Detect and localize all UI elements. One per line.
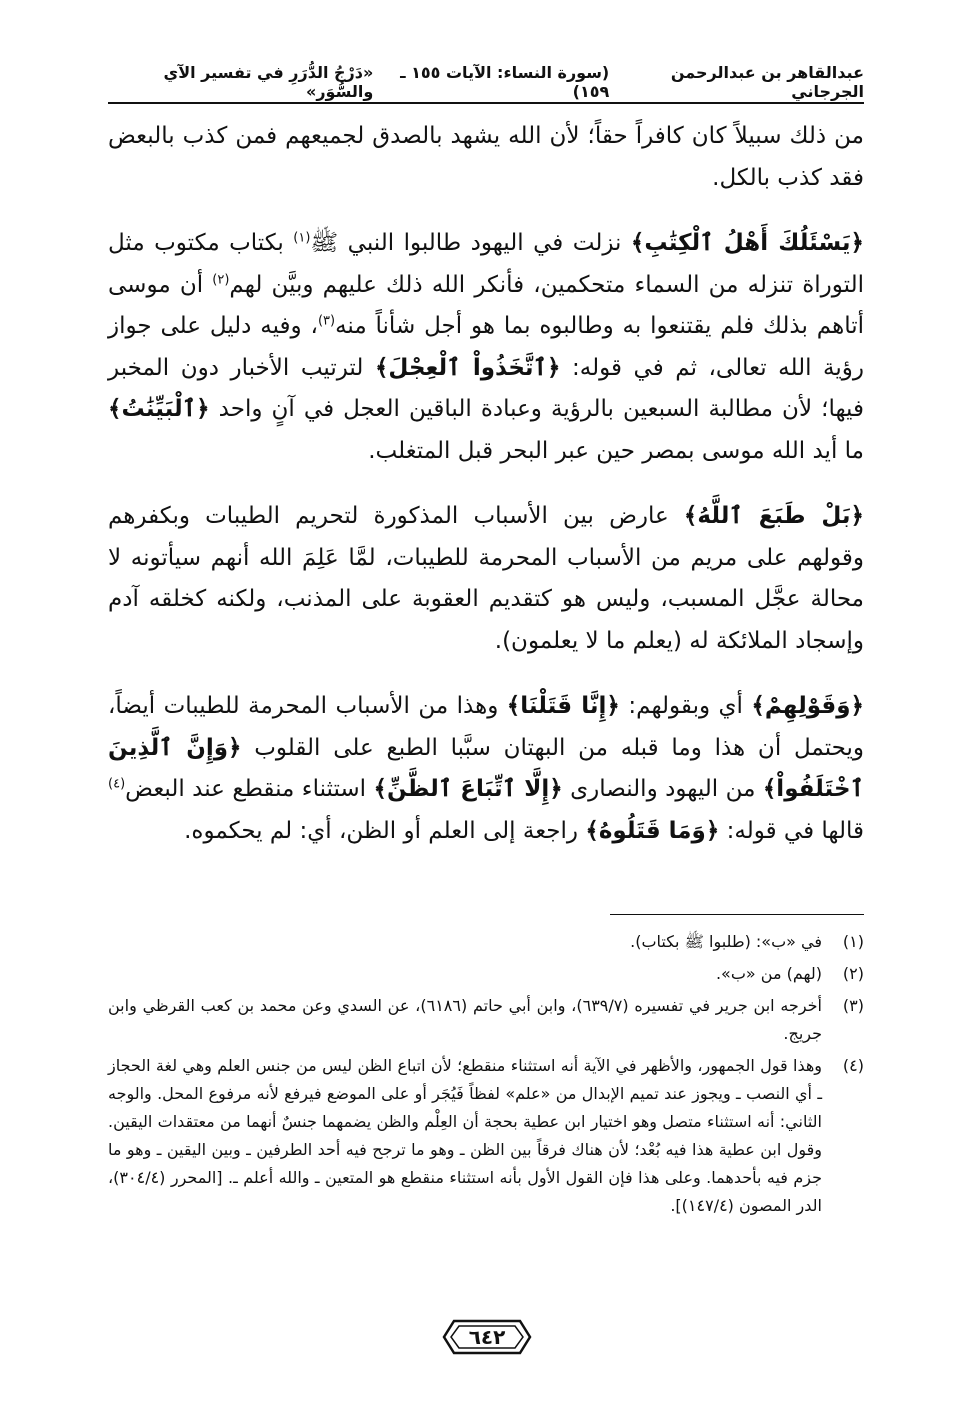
footnote-4 <box>108 1052 864 1220</box>
text-run: من اليهود والنصارى <box>562 776 763 802</box>
quran-quote: ﴿وَقَوْلِهِمْ﴾ <box>751 693 864 719</box>
quran-quote: ﴿وَمَا قَتَلُوهُ﴾ <box>585 817 720 844</box>
header-author: عبدالقاهر بن عبدالرحمن الجرجاني <box>670 63 864 101</box>
text-run: قالها في قوله: <box>719 817 864 844</box>
quran-quote: ﴿يَسْئَلُكَ أَهْلُ ٱلْكِتَٰبِ﴾ <box>630 230 865 256</box>
footnote-ref-4[interactable]: (٤) <box>108 776 126 792</box>
page-number-ornament <box>440 1317 534 1357</box>
footnote-ref-1[interactable]: (١) <box>293 230 311 246</box>
footnote-text: أخرجه ابن جرير في تفسيره (٦٣٩/٧)، وابن أبي حاتم (٦١٨٦)، عن السدي وعن محمد بن كعب القرظي وابن جريج. <box>108 996 822 1043</box>
text-run: وهذا من الأسباب المحرمة للطيبات أيضاً، ويحتمل أن هذا وما قبله من البهتان سبَّبا الطبع على القلوب <box>108 693 864 761</box>
quran-quote: ﴿إِلَّا ٱتِّبَاعَ ٱلظَّنِّ﴾ <box>373 776 563 802</box>
paragraph-1: من ذلك سبيلاً كان كافراً حقاً؛ لأن الله يشهد بالصدق لجميعهم فمن كذب بالبعض فقد كذب بالكل. <box>108 123 864 191</box>
text-run: أي وبقولهم: <box>619 693 752 719</box>
footnote-ref-2[interactable]: (٢) <box>212 271 230 287</box>
footnote-3 <box>108 992 864 1048</box>
footnote-number: (٢) <box>842 964 864 983</box>
footnote-text: (لهم) من «ب». <box>715 964 822 983</box>
quran-quote: ﴿وَإِنَّ ٱلَّذِينَ ٱخْتَلَفُواْ﴾ <box>108 734 864 802</box>
running-header <box>108 62 864 102</box>
paragraph-4 <box>108 686 864 852</box>
text-run: أن موسى أتاهم بذلك فلم يقتنعوا به وطالبوه بما هو أجل شأناً منه <box>108 271 864 339</box>
text-run: راجعة إلى العلم أو الظن، أي: لم يحكموه. <box>184 817 586 844</box>
text-run: ما أيد الله موسى بمصر حين عبر البحر قبل المتغلب. <box>368 437 864 464</box>
text-run: عارض بين الأسباب المذكورة لتحريم الطيبات وبكفرهم وقولهم على مريم من الأسباب المحرمة للطيبات، لمَّا عَلِمَ الله أنهم سيأتونه لا محالة عجَّل المسبب، وليس هو كتقديم العقوبة على المذنب، ولكنه كخلقه آدم وإسجاد الملائكة له (يعلم ما لا يعلمون). <box>108 503 864 654</box>
paragraph-2 <box>108 223 864 472</box>
header-rule <box>108 102 864 104</box>
text-run: نزلت في اليهود طالبوا النبي ﷺ <box>310 230 631 256</box>
footnote-2 <box>108 960 864 988</box>
footnote-separator <box>610 914 864 915</box>
footnote-text: في «ب»: (طلبوا ﷺ بكتاب). <box>630 932 822 951</box>
header-book-title: «دَرْجُ الدُّرَرِ في تفسير الآي والسُّوَر» <box>163 63 374 101</box>
footnote-number: (٣) <box>842 996 864 1015</box>
footnote-number: (١) <box>842 932 864 951</box>
text-run: استثناء منقطع عند البعض <box>125 776 374 802</box>
header-section: (سورة النساء: الآيات ١٥٥ ـ ١٥٩) <box>400 63 610 101</box>
text-run: ، وفيه دليل على جواز رؤية الله تعالى، ثم في قوله: <box>108 313 864 381</box>
text-run: لترتيب الأخبار دون المخبر فيها؛ لأن مطالبة السبعين بالرؤية وعبادة الباقين العجل في آنٍ واحد <box>108 354 864 422</box>
quran-quote: ﴿إِنَّا قَتَلْنَا﴾ <box>506 693 620 719</box>
footnotes <box>108 928 864 1224</box>
footnote-text: وهذا قول الجمهور، والأظهر في الآية أنه استثناء منقطع؛ لأن اتباع الظن ليس من جنس العلم وهي لغة الحجاز ـ أي النصب ـ ويجوز عند تميم الإبدال من «علم» لفظاً فَيُجَر أو على الموضع فيرفع لأنه مرفوع المحل. والوجه الثاني: أنه استثناء متصل وهو اختيار ابن عطية بحجة أن العِلْم والظن يضمهما جنسٌ أنهما من معتقدات اليقين. وقول ابن عطية هذا فيه بُعْد؛ لأن هناك فرقاً بين الظن ـ وهو ما ترجح فيه أحد الطرفين ـ وبين اليقين ـ وهو ما جزم فيه بأحدهما. وعلى هذا فإن القول الأول بأنه استثناء منقطع هو المتعين ـ والله أعلم ـ. [المحرر (٣٠٤/٤)، الدر المصون (١٤٧/٤)]. <box>108 1056 822 1215</box>
quran-quote: ﴿ٱلْبَيِّنَٰتُ﴾ <box>108 396 210 422</box>
quran-quote: ﴿بَلْ طَبَعَ ٱللَّهُ﴾ <box>683 503 864 529</box>
quran-quote: ﴿ٱتَّخَذُواْ ٱلْعِجْلَ﴾ <box>374 354 561 381</box>
footnote-number: (٤) <box>842 1056 864 1075</box>
footnote-ref-3[interactable]: (٣) <box>317 313 336 329</box>
main-text <box>108 116 864 852</box>
page-number: ٦٤٢ <box>468 1325 506 1349</box>
paragraph-3 <box>108 496 864 662</box>
footnote-1 <box>108 928 864 956</box>
text-run: بكتاب مكتوب مثل التوراة تنزله من السماء متحكمين، فأنكر الله ذلك عليهم وبيَّن لهم <box>108 230 864 298</box>
